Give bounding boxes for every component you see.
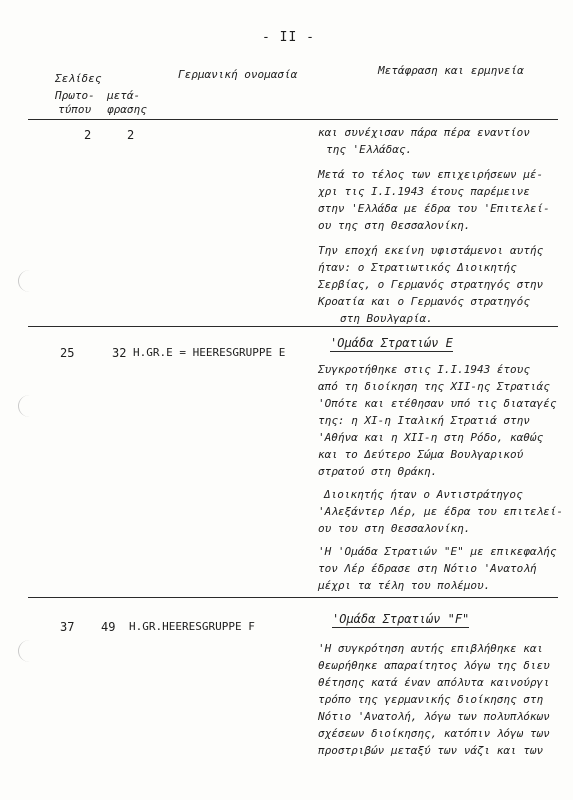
text-line: θεωρήθηκε απαραίτητος λόγω της διευ <box>318 659 550 672</box>
text-line: στην 'Ελλάδα με έδρα του 'Επιτελεί- <box>318 202 550 215</box>
entry-rule-1 <box>28 326 558 327</box>
entry-1-orig-page: 2 <box>84 128 92 142</box>
entry-2-trans-page: 32 <box>112 346 127 360</box>
text-line: 'Αλεξάντερ Λέρ, με έδρα του επιτελεί- <box>318 505 564 518</box>
text-line: μέχρι τα τέλη του πολέμου. <box>318 579 491 592</box>
text-line: ου του στη Θεσσαλονίκη. <box>318 522 471 535</box>
header-original-2: τύπου <box>58 103 92 116</box>
entry-3-trans-page: 49 <box>101 620 116 634</box>
entry-3-german-term: H.GR.HEERESGRUPPE F <box>129 620 255 633</box>
text-line: 'Η συγκρότηση αυτής επιβλήθηκε και <box>318 642 544 655</box>
header-translation-1: μετά- <box>107 89 141 102</box>
text-line: Νότιο 'Ανατολή, λόγω των πολυπλόκων <box>318 710 550 723</box>
entry-1-trans-page: 2 <box>127 128 135 142</box>
punch-hole-mark <box>18 270 41 292</box>
text-line: και το Δεύτερο Σώμα Βουλγαρικού <box>318 448 524 461</box>
text-line: ήταν: ο Στρατιωτικός Διοικητής <box>318 261 517 274</box>
punch-hole-mark <box>18 640 41 662</box>
text-line: 'Η 'Ομάδα Στρατιών "Ε" με επικεφαλής <box>318 545 557 558</box>
entry-3-orig-page: 37 <box>60 620 75 634</box>
text-line: ου της στη Θεσσαλονίκη. <box>318 219 471 232</box>
text-line: και συνέχισαν πάρα πέρα εναντίον <box>318 126 530 139</box>
entry-1-text <box>318 124 550 327</box>
text-line: σχέσεων διοίκησης, κατόπιν λόγω των <box>318 727 550 740</box>
text-line: στρατού στη Θράκη. <box>318 465 438 478</box>
entry-2-german-term: H.GR.E = HEERESGRUPPE E <box>133 346 286 359</box>
text-line: χρι τις Ι.Ι.1943 έτους παρέμεινε <box>318 185 530 198</box>
header-translation-meaning: Μετάφραση και ερμηνεία <box>378 64 524 77</box>
text-line: Κροατία και ο Γερμανός στρατηγός <box>318 295 530 308</box>
header-rule <box>28 119 558 120</box>
text-line: θέτησης κατά έναν απόλυτα καινούργι <box>318 676 550 689</box>
text-line: τρόπο της γερμανικής διοίκησης στη <box>318 693 544 706</box>
text-line: τον Λέρ έδρασε στη Νότιο 'Ανατολή <box>318 562 537 575</box>
text-line: Σερβίας, ο Γερμανός στρατηγός στην <box>318 278 544 291</box>
header-translation-2: φρασης <box>107 103 147 116</box>
header-original-1: Πρωτο- <box>55 89 95 102</box>
header-german-name: Γερμανική ονομασία <box>178 68 298 81</box>
text-line: 'Αθήνα και η ΧΙΙ-η στη Ρόδο, καθώς <box>318 431 544 444</box>
entry-3-heading-text: 'Ομάδα Στρατιών "F" <box>332 612 470 626</box>
text-line: Την εποχή εκείνη υφιστάμενοι αυτής <box>318 244 544 257</box>
entry-2-heading-text: 'Ομάδα Στρατιών Ε <box>330 336 453 350</box>
entry-rule-2 <box>28 597 558 598</box>
text-line: Μετά το τέλος των επιχειρήσεων μέ- <box>318 168 544 181</box>
text-line: Διοικητής ήταν ο Αντιστράτηγος <box>324 488 523 501</box>
page-number: - II - <box>262 30 315 45</box>
text-line: 'Οπότε και ετέθησαν υπό τις διαταγές <box>318 397 557 410</box>
punch-hole-mark <box>18 395 41 417</box>
entry-3-text <box>318 640 550 759</box>
entry-2-heading <box>330 336 453 350</box>
entry-2-text <box>318 361 563 594</box>
text-line: στη Βουλγαρία. <box>340 312 433 325</box>
text-line: προστριβών μεταξύ των νάζι και των <box>318 744 544 757</box>
text-line: από τη διοίκηση της ΧΙΙ-ης Στρατιάς <box>318 380 550 393</box>
text-line: Συγκροτήθηκε στις Ι.Ι.1943 έτους <box>318 363 530 376</box>
text-line: της 'Ελλάδας. <box>326 143 413 156</box>
entry-2-orig-page: 25 <box>60 346 75 360</box>
entry-3-heading <box>332 612 469 626</box>
text-line: της: η ΧΙ-η Ιταλική Στρατιά στην <box>318 414 530 427</box>
header-pages: Σελίδες <box>55 72 102 85</box>
